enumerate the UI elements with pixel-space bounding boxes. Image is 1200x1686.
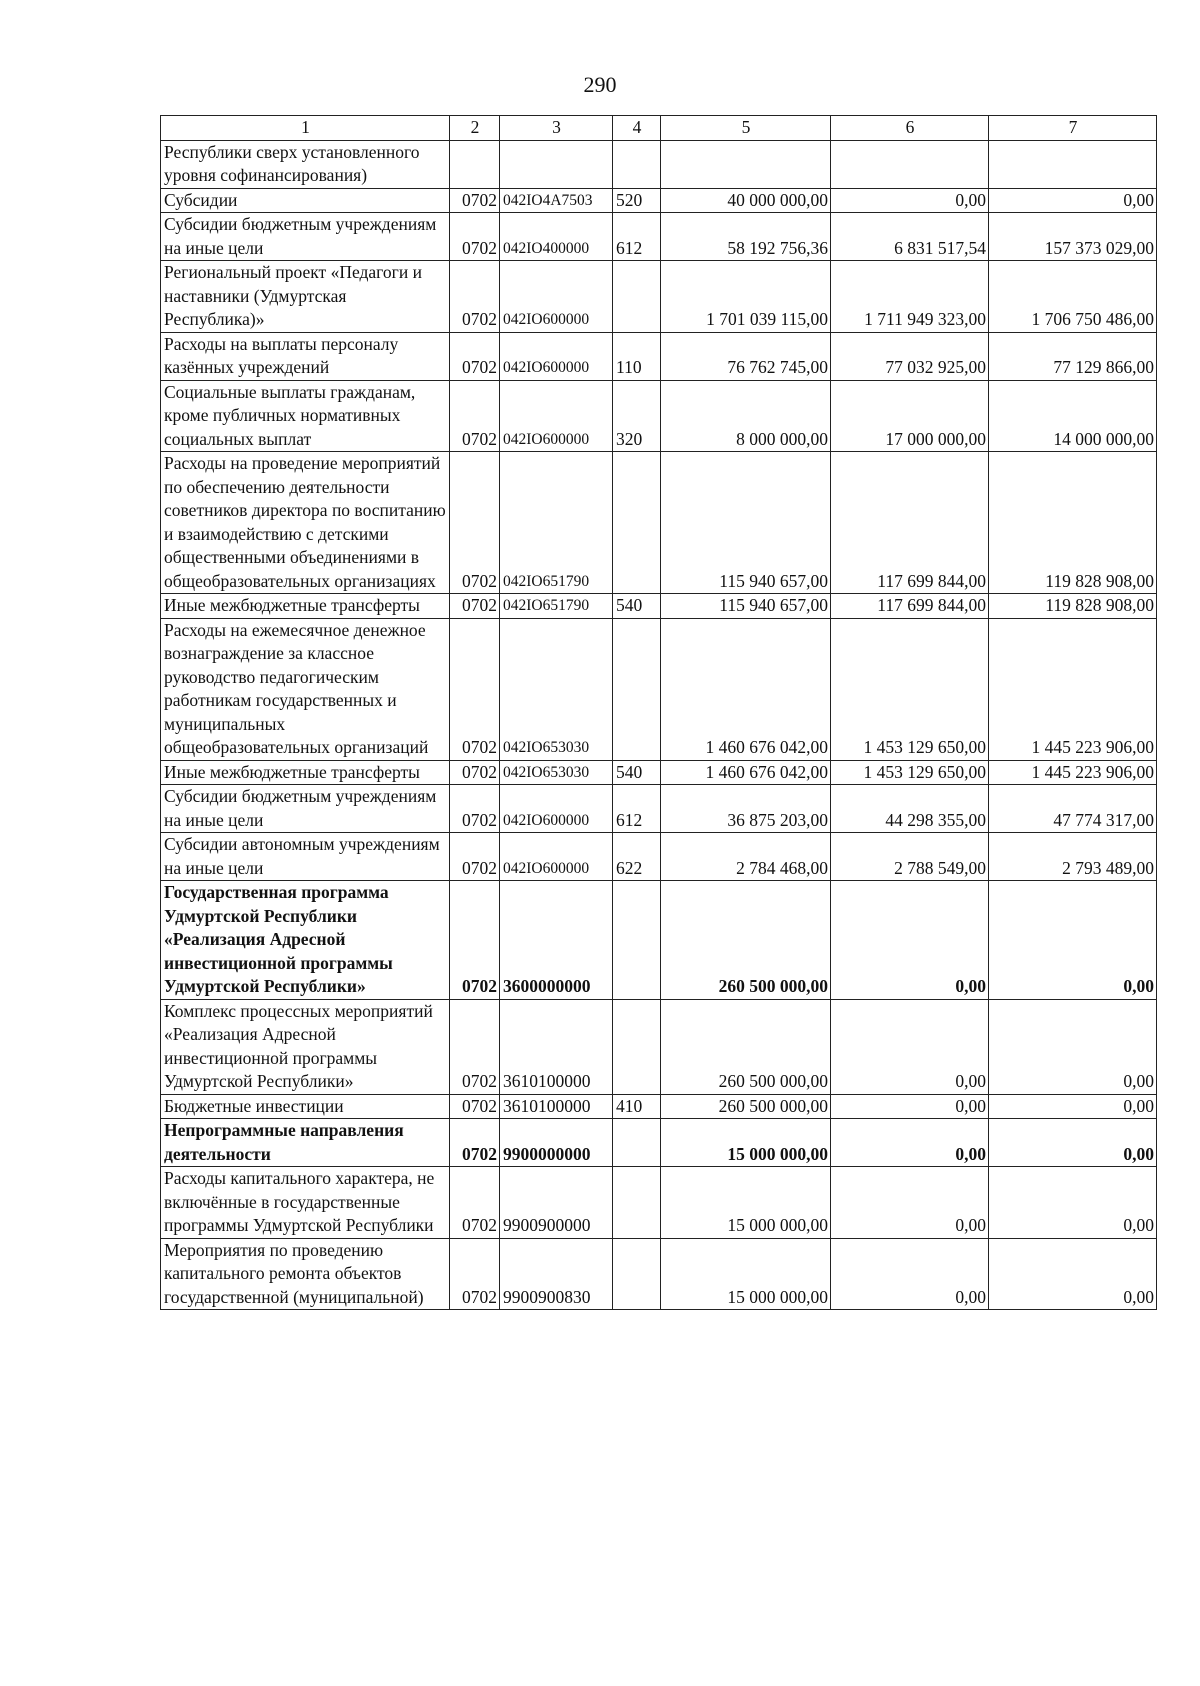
amount-col5-cell: 15 000 000,00 <box>661 1238 831 1310</box>
row-name-cell: Расходы на выплаты персоналу казённых учреждений <box>161 332 450 380</box>
target-code-cell: 042IO600000 <box>500 261 613 333</box>
table-row <box>161 833 1157 881</box>
expense-type-cell: 410 <box>613 1094 661 1119</box>
target-code-cell <box>500 140 613 188</box>
expense-type-cell: 540 <box>613 760 661 785</box>
amount-col6-cell: 117 699 844,00 <box>831 594 989 619</box>
amount-col6-cell <box>831 140 989 188</box>
target-code-cell: 042IO600000 <box>500 380 613 452</box>
table-row <box>161 881 1157 1000</box>
target-code-cell: 3610100000 <box>500 1094 613 1119</box>
amount-col6-cell: 0,00 <box>831 188 989 213</box>
amount-col7-cell: 77 129 866,00 <box>989 332 1157 380</box>
expense-type-cell: 622 <box>613 833 661 881</box>
target-code-cell: 042IO651790 <box>500 594 613 619</box>
row-name-cell: Государственная программа Удмуртской Республики «Реализация Адресной инвестиционной программы Удмуртской Республики» <box>161 881 450 1000</box>
expense-type-cell: 320 <box>613 380 661 452</box>
amount-col6-cell: 0,00 <box>831 1167 989 1239</box>
expense-type-cell: 540 <box>613 594 661 619</box>
section-code-cell: 0702 <box>450 188 500 213</box>
expense-type-cell: 520 <box>613 188 661 213</box>
amount-col7-cell: 0,00 <box>989 188 1157 213</box>
target-code-cell: 042IO400000 <box>500 213 613 261</box>
expense-type-cell <box>613 140 661 188</box>
amount-col5-cell <box>661 140 831 188</box>
amount-col5-cell: 115 940 657,00 <box>661 452 831 594</box>
amount-col6-cell: 117 699 844,00 <box>831 452 989 594</box>
row-name-cell: Бюджетные инвестиции <box>161 1094 450 1119</box>
amount-col6-cell: 0,00 <box>831 1094 989 1119</box>
target-code-cell: 9900900830 <box>500 1238 613 1310</box>
expense-type-cell <box>613 452 661 594</box>
section-code-cell: 0702 <box>450 833 500 881</box>
section-code-cell: 0702 <box>450 999 500 1094</box>
amount-col5-cell: 260 500 000,00 <box>661 881 831 1000</box>
target-code-cell: 3600000000 <box>500 881 613 1000</box>
amount-col5-cell: 1 701 039 115,00 <box>661 261 831 333</box>
amount-col6-cell: 44 298 355,00 <box>831 785 989 833</box>
amount-col7-cell: 47 774 317,00 <box>989 785 1157 833</box>
table-header-row <box>161 116 1157 141</box>
table-body <box>161 140 1157 1310</box>
amount-col5-cell: 40 000 000,00 <box>661 188 831 213</box>
section-code-cell: 0702 <box>450 1238 500 1310</box>
amount-col6-cell: 77 032 925,00 <box>831 332 989 380</box>
amount-col7-cell: 119 828 908,00 <box>989 452 1157 594</box>
expense-type-cell <box>613 1119 661 1167</box>
table-row <box>161 785 1157 833</box>
expense-type-cell: 612 <box>613 785 661 833</box>
section-code-cell: 0702 <box>450 380 500 452</box>
section-code-cell: 0702 <box>450 760 500 785</box>
section-code-cell: 0702 <box>450 1119 500 1167</box>
section-code-cell: 0702 <box>450 1094 500 1119</box>
row-name-cell: Иные межбюджетные трансферты <box>161 760 450 785</box>
expense-type-cell <box>613 1167 661 1239</box>
target-code-cell: 3610100000 <box>500 999 613 1094</box>
target-code-cell: 042IO651790 <box>500 452 613 594</box>
amount-col5-cell: 76 762 745,00 <box>661 332 831 380</box>
table-row <box>161 188 1157 213</box>
table-row <box>161 140 1157 188</box>
amount-col7-cell: 0,00 <box>989 999 1157 1094</box>
column-header: 4 <box>613 116 661 141</box>
amount-col7-cell: 119 828 908,00 <box>989 594 1157 619</box>
amount-col7-cell: 157 373 029,00 <box>989 213 1157 261</box>
amount-col5-cell: 1 460 676 042,00 <box>661 760 831 785</box>
amount-col7-cell <box>989 140 1157 188</box>
section-code-cell: 0702 <box>450 785 500 833</box>
expense-type-cell <box>613 999 661 1094</box>
row-name-cell: Социальные выплаты гражданам, кроме публичных нормативных социальных выплат <box>161 380 450 452</box>
column-header: 1 <box>161 116 450 141</box>
amount-col5-cell: 2 784 468,00 <box>661 833 831 881</box>
amount-col5-cell: 115 940 657,00 <box>661 594 831 619</box>
expense-type-cell <box>613 618 661 760</box>
column-header: 6 <box>831 116 989 141</box>
amount-col6-cell: 1 453 129 650,00 <box>831 618 989 760</box>
amount-col5-cell: 260 500 000,00 <box>661 1094 831 1119</box>
amount-col6-cell: 0,00 <box>831 1238 989 1310</box>
row-name-cell: Иные межбюджетные трансферты <box>161 594 450 619</box>
amount-col5-cell: 1 460 676 042,00 <box>661 618 831 760</box>
column-header: 3 <box>500 116 613 141</box>
row-name-cell: Субсидии бюджетным учреждениям на иные цели <box>161 785 450 833</box>
expense-type-cell <box>613 261 661 333</box>
section-code-cell: 0702 <box>450 594 500 619</box>
amount-col6-cell: 17 000 000,00 <box>831 380 989 452</box>
amount-col6-cell: 1 711 949 323,00 <box>831 261 989 333</box>
target-code-cell: 042IO600000 <box>500 833 613 881</box>
row-name-cell: Региональный проект «Педагоги и наставники (Удмуртская Республика)» <box>161 261 450 333</box>
amount-col5-cell: 36 875 203,00 <box>661 785 831 833</box>
amount-col6-cell: 0,00 <box>831 881 989 1000</box>
amount-col7-cell: 1 445 223 906,00 <box>989 618 1157 760</box>
amount-col6-cell: 2 788 549,00 <box>831 833 989 881</box>
amount-col5-cell: 260 500 000,00 <box>661 999 831 1094</box>
amount-col7-cell: 1 706 750 486,00 <box>989 261 1157 333</box>
row-name-cell: Непрограммные направления деятельности <box>161 1119 450 1167</box>
table-row <box>161 1119 1157 1167</box>
table-row <box>161 261 1157 333</box>
target-code-cell: 9900000000 <box>500 1119 613 1167</box>
amount-col5-cell: 15 000 000,00 <box>661 1119 831 1167</box>
section-code-cell: 0702 <box>450 881 500 1000</box>
table-row <box>161 1094 1157 1119</box>
budget-table <box>160 115 1157 1310</box>
table-row <box>161 618 1157 760</box>
amount-col6-cell: 6 831 517,54 <box>831 213 989 261</box>
table-row <box>161 1167 1157 1239</box>
table-row <box>161 594 1157 619</box>
section-code-cell: 0702 <box>450 213 500 261</box>
row-name-cell: Субсидии <box>161 188 450 213</box>
section-code-cell <box>450 140 500 188</box>
target-code-cell: 042IO600000 <box>500 332 613 380</box>
amount-col7-cell: 1 445 223 906,00 <box>989 760 1157 785</box>
row-name-cell: Комплекс процессных мероприятий «Реализация Адресной инвестиционной программы Удмуртской Республики» <box>161 999 450 1094</box>
section-code-cell: 0702 <box>450 1167 500 1239</box>
amount-col5-cell: 58 192 756,36 <box>661 213 831 261</box>
amount-col6-cell: 0,00 <box>831 999 989 1094</box>
row-name-cell: Расходы капитального характера, не включённые в государственные программы Удмуртской Республики <box>161 1167 450 1239</box>
row-name-cell: Мероприятия по проведению капитального ремонта объектов государственной (муниципальной) <box>161 1238 450 1310</box>
amount-col6-cell: 1 453 129 650,00 <box>831 760 989 785</box>
table-row <box>161 452 1157 594</box>
amount-col7-cell: 0,00 <box>989 1238 1157 1310</box>
amount-col7-cell: 0,00 <box>989 1094 1157 1119</box>
table-row <box>161 760 1157 785</box>
amount-col6-cell: 0,00 <box>831 1119 989 1167</box>
target-code-cell: 042IO653030 <box>500 760 613 785</box>
target-code-cell: 042IO4A7503 <box>500 188 613 213</box>
section-code-cell: 0702 <box>450 332 500 380</box>
amount-col5-cell: 15 000 000,00 <box>661 1167 831 1239</box>
section-code-cell: 0702 <box>450 452 500 594</box>
column-header: 5 <box>661 116 831 141</box>
table-row <box>161 213 1157 261</box>
section-code-cell: 0702 <box>450 618 500 760</box>
amount-col7-cell: 0,00 <box>989 1167 1157 1239</box>
expense-type-cell: 110 <box>613 332 661 380</box>
row-name-cell: Расходы на проведение мероприятий по обеспечению деятельности советников директора по воспитанию и взаимодействию с детскими общественными объединениями в общеобразовательных организациях <box>161 452 450 594</box>
target-code-cell: 9900900000 <box>500 1167 613 1239</box>
page-number: 290 <box>583 72 617 97</box>
amount-col7-cell: 2 793 489,00 <box>989 833 1157 881</box>
row-name-cell: Расходы на ежемесячное денежное вознаграждение за классное руководство педагогическим работникам государственных и муниципальных общеобразовательных организаций <box>161 618 450 760</box>
expense-type-cell: 612 <box>613 213 661 261</box>
amount-col7-cell: 14 000 000,00 <box>989 380 1157 452</box>
amount-col5-cell: 8 000 000,00 <box>661 380 831 452</box>
table-row <box>161 999 1157 1094</box>
table-row <box>161 1238 1157 1310</box>
expense-type-cell <box>613 1238 661 1310</box>
table-row <box>161 332 1157 380</box>
amount-col7-cell: 0,00 <box>989 881 1157 1000</box>
section-code-cell: 0702 <box>450 261 500 333</box>
expense-type-cell <box>613 881 661 1000</box>
column-header: 2 <box>450 116 500 141</box>
column-header: 7 <box>989 116 1157 141</box>
row-name-cell: Республики сверх установленного уровня софинансирования) <box>161 140 450 188</box>
target-code-cell: 042IO653030 <box>500 618 613 760</box>
row-name-cell: Субсидии автономным учреждениям на иные цели <box>161 833 450 881</box>
table-row <box>161 380 1157 452</box>
amount-col7-cell: 0,00 <box>989 1119 1157 1167</box>
row-name-cell: Субсидии бюджетным учреждениям на иные цели <box>161 213 450 261</box>
target-code-cell: 042IO600000 <box>500 785 613 833</box>
